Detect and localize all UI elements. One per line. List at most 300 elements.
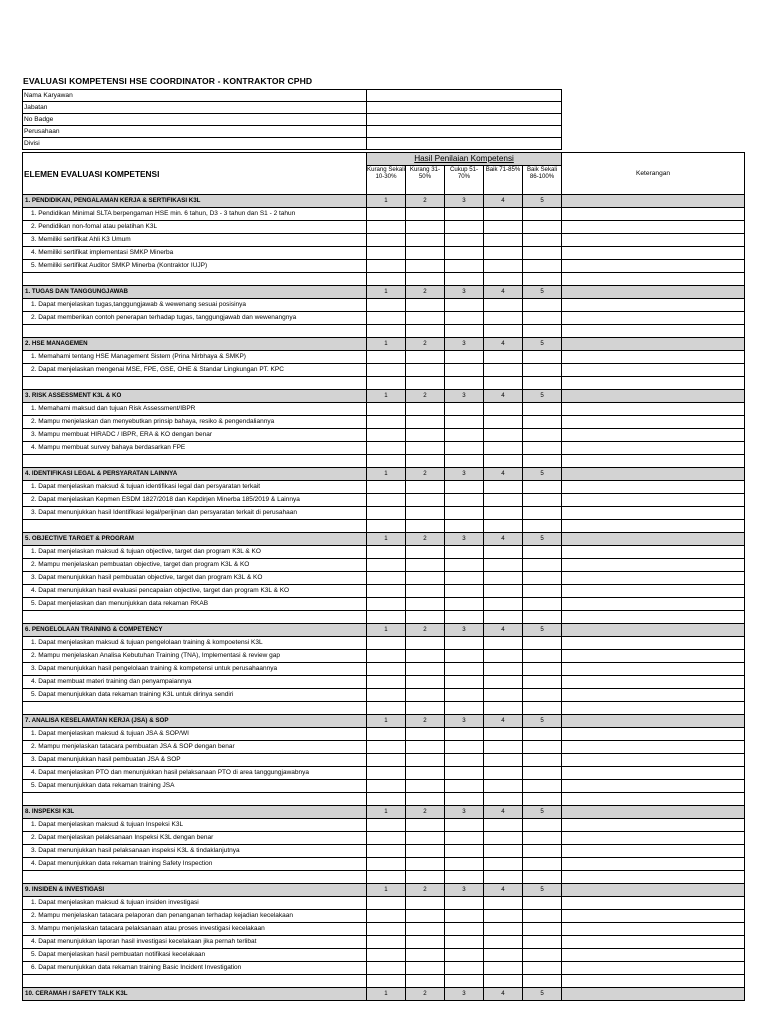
remarks-cell[interactable] xyxy=(562,429,745,442)
score-cell[interactable] xyxy=(484,312,523,325)
remarks-cell[interactable] xyxy=(562,598,745,611)
identity-value-cell[interactable] xyxy=(367,126,562,138)
remarks-cell[interactable] xyxy=(562,260,745,273)
blank-cell xyxy=(406,702,445,715)
score-cell[interactable] xyxy=(367,741,406,754)
score-cell[interactable] xyxy=(445,845,484,858)
remarks-cell[interactable] xyxy=(562,494,745,507)
score-cell[interactable] xyxy=(484,832,523,845)
score-cell[interactable] xyxy=(406,819,445,832)
score-cell[interactable] xyxy=(484,507,523,520)
remarks-cell[interactable] xyxy=(562,338,745,351)
criteria-row xyxy=(23,416,745,429)
score-cell[interactable] xyxy=(445,637,484,650)
score-column-header: Baik 71-85% xyxy=(484,166,523,195)
score-cell[interactable] xyxy=(406,364,445,377)
criteria-row xyxy=(23,728,745,741)
criteria-row xyxy=(23,208,745,221)
remarks-cell[interactable] xyxy=(562,559,745,572)
score-cell[interactable] xyxy=(523,585,562,598)
score-cell[interactable] xyxy=(445,949,484,962)
remarks-cell[interactable] xyxy=(562,481,745,494)
score-cell[interactable] xyxy=(523,351,562,364)
score-cell[interactable] xyxy=(484,234,523,247)
score-cell[interactable] xyxy=(445,234,484,247)
remarks-cell[interactable] xyxy=(562,416,745,429)
score-cell[interactable] xyxy=(367,247,406,260)
score-cell[interactable] xyxy=(367,949,406,962)
score-cell[interactable] xyxy=(484,650,523,663)
remarks-cell[interactable] xyxy=(562,364,745,377)
score-cell[interactable] xyxy=(406,442,445,455)
score-cell[interactable] xyxy=(406,221,445,234)
score-cell[interactable] xyxy=(484,858,523,871)
score-cell[interactable] xyxy=(406,845,445,858)
remarks-cell[interactable] xyxy=(562,754,745,767)
score-cell[interactable] xyxy=(523,416,562,429)
score-cell[interactable] xyxy=(484,780,523,793)
score-cell[interactable] xyxy=(523,546,562,559)
score-cell[interactable] xyxy=(523,312,562,325)
score-cell[interactable] xyxy=(445,247,484,260)
score-cell[interactable] xyxy=(484,689,523,702)
remarks-cell[interactable] xyxy=(562,728,745,741)
score-cell[interactable] xyxy=(367,663,406,676)
score-cell[interactable] xyxy=(367,845,406,858)
score-cell[interactable] xyxy=(406,494,445,507)
score-cell[interactable] xyxy=(367,598,406,611)
remarks-cell[interactable] xyxy=(562,936,745,949)
score-cell[interactable] xyxy=(484,598,523,611)
score-cell[interactable] xyxy=(406,832,445,845)
score-cell[interactable] xyxy=(406,546,445,559)
criteria-label: 2. Dapat memberikan contoh penerapan terhadap tugas, tanggungjawab dan wewenangnya xyxy=(23,312,367,325)
remarks-cell[interactable] xyxy=(562,221,745,234)
score-cell[interactable] xyxy=(484,910,523,923)
score-cell[interactable] xyxy=(445,221,484,234)
remarks-cell[interactable] xyxy=(562,780,745,793)
score-cell[interactable] xyxy=(523,507,562,520)
score-cell[interactable] xyxy=(367,442,406,455)
score-cell[interactable] xyxy=(484,559,523,572)
remarks-cell[interactable] xyxy=(562,663,745,676)
score-cell[interactable] xyxy=(523,767,562,780)
score-cell[interactable] xyxy=(445,364,484,377)
criteria-label: 1. Dapat menjelaskan tugas,tanggungjawab & wewenang sesuai posisinya xyxy=(23,299,367,312)
score-cell[interactable] xyxy=(523,247,562,260)
score-cell[interactable] xyxy=(484,494,523,507)
score-cell[interactable] xyxy=(406,637,445,650)
remarks-cell[interactable] xyxy=(562,806,745,819)
score-cell[interactable] xyxy=(523,754,562,767)
identity-value-cell[interactable] xyxy=(367,114,562,126)
score-cell[interactable] xyxy=(445,546,484,559)
remarks-cell[interactable] xyxy=(562,689,745,702)
score-cell[interactable] xyxy=(406,910,445,923)
score-cell[interactable] xyxy=(367,221,406,234)
criteria-row xyxy=(23,676,745,689)
score-cell[interactable] xyxy=(406,741,445,754)
score-cell[interactable] xyxy=(406,403,445,416)
score-cell[interactable] xyxy=(445,494,484,507)
score-cell[interactable] xyxy=(367,351,406,364)
score-cell[interactable] xyxy=(406,962,445,975)
score-cell[interactable] xyxy=(523,208,562,221)
score-number: 2 xyxy=(406,884,445,897)
score-cell[interactable] xyxy=(367,403,406,416)
blank-cell xyxy=(23,520,367,533)
remarks-cell[interactable] xyxy=(562,715,745,728)
score-cell[interactable] xyxy=(484,949,523,962)
score-cell[interactable] xyxy=(367,637,406,650)
score-cell[interactable] xyxy=(406,234,445,247)
score-cell[interactable] xyxy=(367,416,406,429)
score-cell[interactable] xyxy=(367,936,406,949)
score-cell[interactable] xyxy=(406,416,445,429)
score-cell[interactable] xyxy=(406,585,445,598)
score-cell[interactable] xyxy=(445,676,484,689)
score-cell[interactable] xyxy=(484,221,523,234)
score-cell[interactable] xyxy=(523,442,562,455)
score-cell[interactable] xyxy=(484,741,523,754)
score-cell[interactable] xyxy=(367,299,406,312)
score-cell[interactable] xyxy=(523,832,562,845)
blank-cell xyxy=(484,611,523,624)
criteria-row xyxy=(23,572,745,585)
spacer-row xyxy=(23,520,745,533)
score-cell[interactable] xyxy=(406,559,445,572)
remarks-cell[interactable] xyxy=(562,767,745,780)
score-cell[interactable] xyxy=(445,689,484,702)
remarks-cell[interactable] xyxy=(562,832,745,845)
score-cell[interactable] xyxy=(523,858,562,871)
identity-value-cell[interactable] xyxy=(367,102,562,114)
score-cell[interactable] xyxy=(367,546,406,559)
score-cell[interactable] xyxy=(445,780,484,793)
score-cell[interactable] xyxy=(406,507,445,520)
score-cell[interactable] xyxy=(523,637,562,650)
score-cell[interactable] xyxy=(367,650,406,663)
score-cell[interactable] xyxy=(523,403,562,416)
score-cell[interactable] xyxy=(523,728,562,741)
score-cell[interactable] xyxy=(523,780,562,793)
score-cell[interactable] xyxy=(406,923,445,936)
score-cell[interactable] xyxy=(406,689,445,702)
section-row xyxy=(23,390,745,403)
score-cell[interactable] xyxy=(445,858,484,871)
score-cell[interactable] xyxy=(523,923,562,936)
score-cell[interactable] xyxy=(484,364,523,377)
score-cell[interactable] xyxy=(445,767,484,780)
criteria-label: 4. Mampu membuat survey bahaya berdasarkan FPE xyxy=(23,442,367,455)
score-cell[interactable] xyxy=(367,923,406,936)
score-cell[interactable] xyxy=(406,767,445,780)
score-cell[interactable] xyxy=(367,572,406,585)
score-cell[interactable] xyxy=(523,845,562,858)
score-number: 2 xyxy=(406,286,445,299)
remarks-cell[interactable] xyxy=(562,286,745,299)
score-cell[interactable] xyxy=(523,962,562,975)
remarks-cell[interactable] xyxy=(562,312,745,325)
remarks-cell[interactable] xyxy=(562,741,745,754)
remarks-cell[interactable] xyxy=(562,819,745,832)
score-cell[interactable] xyxy=(367,481,406,494)
remarks-cell[interactable] xyxy=(562,234,745,247)
score-cell[interactable] xyxy=(484,845,523,858)
score-cell[interactable] xyxy=(445,962,484,975)
score-cell[interactable] xyxy=(406,481,445,494)
identity-row xyxy=(23,114,562,126)
remarks-cell[interactable] xyxy=(562,546,745,559)
score-cell[interactable] xyxy=(523,663,562,676)
score-cell[interactable] xyxy=(367,962,406,975)
remarks-cell[interactable] xyxy=(562,962,745,975)
blank-cell xyxy=(445,871,484,884)
score-cell[interactable] xyxy=(445,741,484,754)
criteria-row xyxy=(23,689,745,702)
score-cell[interactable] xyxy=(445,559,484,572)
score-cell[interactable] xyxy=(484,403,523,416)
score-number: 3 xyxy=(445,806,484,819)
score-cell[interactable] xyxy=(445,403,484,416)
blank-cell xyxy=(523,793,562,806)
score-cell[interactable] xyxy=(523,819,562,832)
remarks-cell[interactable] xyxy=(562,208,745,221)
score-cell[interactable] xyxy=(406,728,445,741)
remarks-cell[interactable] xyxy=(562,910,745,923)
criteria-row xyxy=(23,819,745,832)
score-cell[interactable] xyxy=(367,676,406,689)
score-cell[interactable] xyxy=(523,481,562,494)
score-cell[interactable] xyxy=(523,741,562,754)
remarks-cell[interactable] xyxy=(562,403,745,416)
score-cell[interactable] xyxy=(367,910,406,923)
score-cell[interactable] xyxy=(484,299,523,312)
remarks-cell[interactable] xyxy=(562,858,745,871)
score-cell[interactable] xyxy=(484,546,523,559)
criteria-row xyxy=(23,598,745,611)
score-cell[interactable] xyxy=(406,949,445,962)
score-cell[interactable] xyxy=(484,247,523,260)
score-cell[interactable] xyxy=(367,364,406,377)
score-cell[interactable] xyxy=(406,663,445,676)
score-cell[interactable] xyxy=(445,481,484,494)
remarks-cell[interactable] xyxy=(562,585,745,598)
score-cell[interactable] xyxy=(406,429,445,442)
score-cell[interactable] xyxy=(484,728,523,741)
score-cell[interactable] xyxy=(445,910,484,923)
remarks-cell[interactable] xyxy=(562,351,745,364)
score-number: 4 xyxy=(484,988,523,1001)
score-cell[interactable] xyxy=(445,312,484,325)
identity-value-cell[interactable] xyxy=(367,138,562,150)
score-cell[interactable] xyxy=(484,637,523,650)
remarks-cell[interactable] xyxy=(562,468,745,481)
score-number: 2 xyxy=(406,806,445,819)
score-cell[interactable] xyxy=(367,780,406,793)
score-cell[interactable] xyxy=(523,559,562,572)
score-cell[interactable] xyxy=(406,208,445,221)
score-cell[interactable] xyxy=(406,299,445,312)
score-cell[interactable] xyxy=(484,442,523,455)
remarks-cell[interactable] xyxy=(562,897,745,910)
score-cell[interactable] xyxy=(406,780,445,793)
remarks-cell[interactable] xyxy=(562,390,745,403)
score-cell[interactable] xyxy=(484,936,523,949)
score-cell[interactable] xyxy=(484,481,523,494)
score-cell[interactable] xyxy=(484,351,523,364)
score-cell[interactable] xyxy=(406,260,445,273)
remarks-cell[interactable] xyxy=(562,988,745,1001)
score-cell[interactable] xyxy=(445,429,484,442)
blank-cell xyxy=(23,702,367,715)
remarks-cell[interactable] xyxy=(562,195,745,208)
score-cell[interactable] xyxy=(484,676,523,689)
score-cell[interactable] xyxy=(367,858,406,871)
spacer-row xyxy=(23,702,745,715)
score-cell[interactable] xyxy=(406,351,445,364)
score-cell[interactable] xyxy=(445,650,484,663)
score-cell[interactable] xyxy=(445,936,484,949)
remarks-cell[interactable] xyxy=(562,442,745,455)
score-cell[interactable] xyxy=(523,910,562,923)
score-cell[interactable] xyxy=(367,429,406,442)
remarks-cell[interactable] xyxy=(562,676,745,689)
score-cell[interactable] xyxy=(523,689,562,702)
score-cell[interactable] xyxy=(367,494,406,507)
score-cell[interactable] xyxy=(445,585,484,598)
score-cell[interactable] xyxy=(523,260,562,273)
score-cell[interactable] xyxy=(445,416,484,429)
score-cell[interactable] xyxy=(367,559,406,572)
score-cell[interactable] xyxy=(484,767,523,780)
score-cell[interactable] xyxy=(445,260,484,273)
score-cell[interactable] xyxy=(406,754,445,767)
remarks-cell[interactable] xyxy=(562,572,745,585)
score-cell[interactable] xyxy=(445,208,484,221)
score-cell[interactable] xyxy=(523,221,562,234)
score-cell[interactable] xyxy=(523,364,562,377)
score-cell[interactable] xyxy=(367,312,406,325)
score-column-header: Cukup 51-70% xyxy=(445,166,484,195)
remarks-cell[interactable] xyxy=(562,845,745,858)
score-cell[interactable] xyxy=(445,819,484,832)
score-cell[interactable] xyxy=(523,494,562,507)
score-cell[interactable] xyxy=(367,819,406,832)
score-cell[interactable] xyxy=(367,767,406,780)
score-cell[interactable] xyxy=(406,598,445,611)
score-cell[interactable] xyxy=(484,208,523,221)
remarks-cell[interactable] xyxy=(562,650,745,663)
score-cell[interactable] xyxy=(445,598,484,611)
score-cell[interactable] xyxy=(406,897,445,910)
score-cell[interactable] xyxy=(367,260,406,273)
score-cell[interactable] xyxy=(523,429,562,442)
blank-cell xyxy=(523,871,562,884)
score-cell[interactable] xyxy=(484,663,523,676)
remarks-cell[interactable] xyxy=(562,884,745,897)
score-cell[interactable] xyxy=(445,507,484,520)
criteria-row xyxy=(23,546,745,559)
score-cell[interactable] xyxy=(484,572,523,585)
remarks-cell[interactable] xyxy=(562,923,745,936)
score-cell[interactable] xyxy=(367,507,406,520)
score-cell[interactable] xyxy=(445,728,484,741)
remarks-cell[interactable] xyxy=(562,247,745,260)
score-cell[interactable] xyxy=(367,832,406,845)
blank-cell xyxy=(445,273,484,286)
section-title: 5. OBJECTIVE TARGET & PROGRAM xyxy=(23,533,367,546)
remarks-cell[interactable] xyxy=(562,507,745,520)
score-number: 3 xyxy=(445,533,484,546)
score-cell[interactable] xyxy=(523,650,562,663)
score-cell[interactable] xyxy=(367,208,406,221)
remarks-cell[interactable] xyxy=(562,637,745,650)
score-cell[interactable] xyxy=(367,728,406,741)
blank-cell xyxy=(562,455,745,468)
score-cell[interactable] xyxy=(523,572,562,585)
score-cell[interactable] xyxy=(445,897,484,910)
blank-cell xyxy=(367,325,406,338)
remarks-cell[interactable] xyxy=(562,299,745,312)
score-cell[interactable] xyxy=(523,936,562,949)
identity-value-cell[interactable] xyxy=(367,90,562,102)
score-cell[interactable] xyxy=(445,754,484,767)
score-cell[interactable] xyxy=(445,299,484,312)
score-cell[interactable] xyxy=(523,676,562,689)
score-cell[interactable] xyxy=(406,676,445,689)
remarks-cell[interactable] xyxy=(562,949,745,962)
score-cell[interactable] xyxy=(406,650,445,663)
criteria-label: 4. Memiliki sertifikat implementasi SMKP Minerba xyxy=(23,247,367,260)
score-cell[interactable] xyxy=(445,663,484,676)
score-cell[interactable] xyxy=(367,754,406,767)
score-cell[interactable] xyxy=(445,832,484,845)
score-cell[interactable] xyxy=(523,598,562,611)
score-cell[interactable] xyxy=(406,936,445,949)
score-cell[interactable] xyxy=(406,247,445,260)
remarks-cell[interactable] xyxy=(562,533,745,546)
criteria-row xyxy=(23,923,745,936)
score-cell[interactable] xyxy=(484,962,523,975)
score-cell[interactable] xyxy=(445,923,484,936)
score-cell[interactable] xyxy=(406,572,445,585)
score-cell[interactable] xyxy=(484,754,523,767)
score-cell[interactable] xyxy=(523,299,562,312)
score-cell[interactable] xyxy=(367,585,406,598)
score-cell[interactable] xyxy=(406,858,445,871)
score-cell[interactable] xyxy=(484,416,523,429)
score-cell[interactable] xyxy=(367,234,406,247)
identity-label: Divisi xyxy=(23,138,367,150)
score-cell[interactable] xyxy=(367,897,406,910)
score-cell[interactable] xyxy=(523,234,562,247)
score-cell[interactable] xyxy=(367,689,406,702)
score-cell[interactable] xyxy=(445,442,484,455)
score-cell[interactable] xyxy=(523,949,562,962)
score-cell[interactable] xyxy=(484,260,523,273)
score-cell[interactable] xyxy=(484,429,523,442)
score-cell[interactable] xyxy=(523,897,562,910)
score-cell[interactable] xyxy=(406,312,445,325)
score-cell[interactable] xyxy=(484,819,523,832)
score-cell[interactable] xyxy=(484,897,523,910)
score-cell[interactable] xyxy=(445,351,484,364)
remarks-cell[interactable] xyxy=(562,624,745,637)
score-cell[interactable] xyxy=(484,585,523,598)
score-cell[interactable] xyxy=(445,572,484,585)
score-cell[interactable] xyxy=(484,923,523,936)
